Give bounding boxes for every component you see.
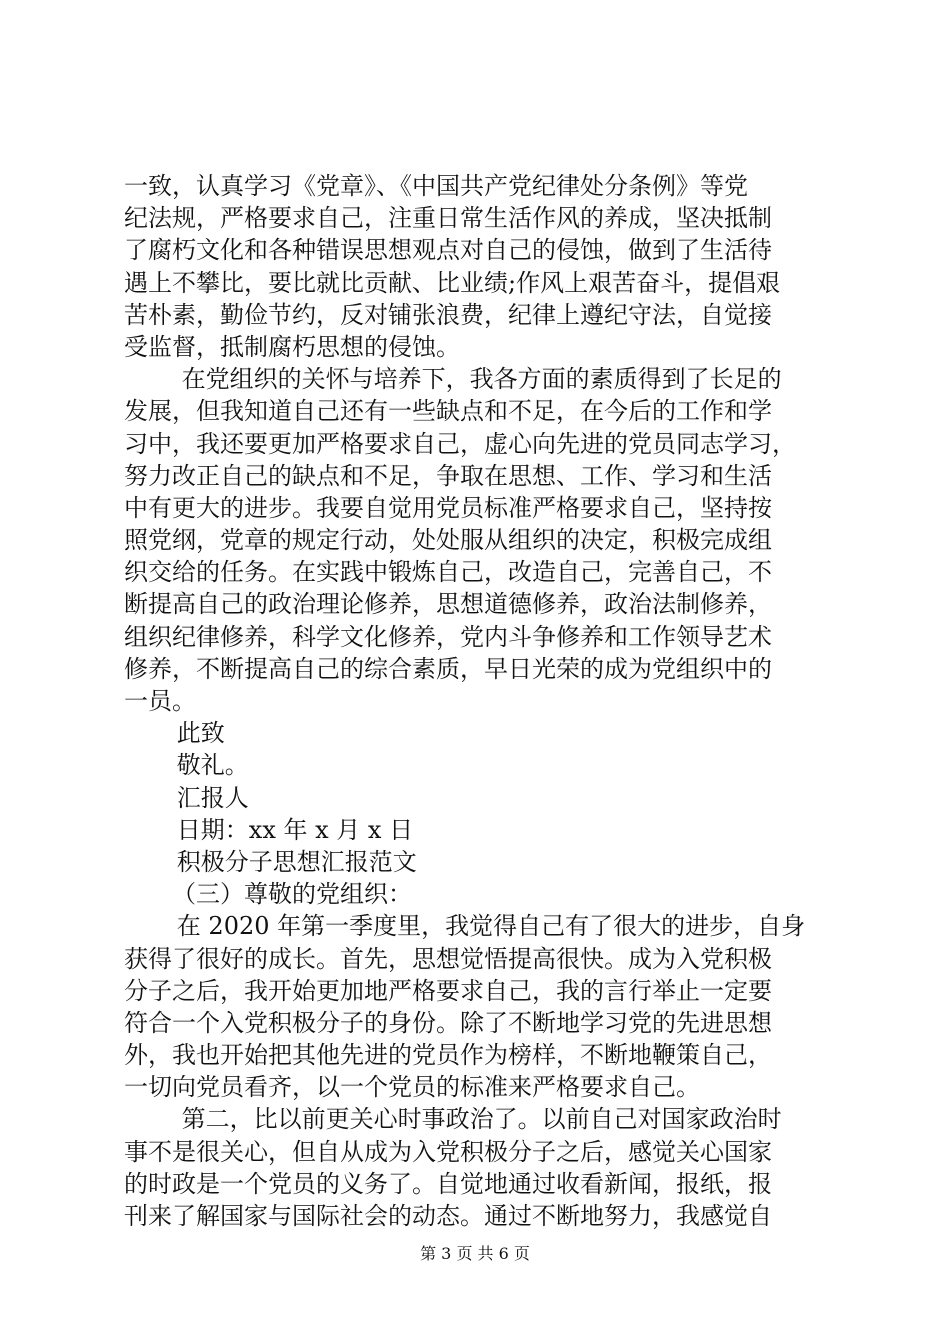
- document-body: [124, 170, 844, 1232]
- text-line: 苦朴素，勤俭节约，反对铺张浪费，纪律上遵纪守法，自觉接: [124, 300, 772, 329]
- text-line: 断提高自己的政治理论修养，思想道德修养，政治法制修养，: [124, 590, 772, 619]
- text-line: 外，我也开始把其他先进的党员作为榜样，不断地鞭策自己，: [124, 1041, 772, 1070]
- text-line: 了腐朽文化和各种错误思想观点对自己的侵蚀，做到了生活待: [124, 236, 772, 265]
- text-line: 照党纲，党章的规定行动，处处服从组织的决定，积极完成组: [124, 526, 772, 555]
- text-line: 此致: [176, 719, 225, 748]
- text-line: 努力改正自己的缺点和不足，争取在思想、工作、学习和生活: [124, 461, 772, 490]
- text-line: 一切向党员看齐，以一个党员的标准来严格要求自己。: [124, 1073, 700, 1102]
- text-line: 受监督，抵制腐朽思想的侵蚀。: [124, 332, 460, 361]
- text-line: 组织纪律修养，科学文化修养，党内斗争修养和工作领导艺术: [124, 622, 772, 651]
- text-line: 织交给的任务。在实践中锻炼自己，改造自己，完善自己，不: [124, 558, 772, 587]
- text-line: 分子之后，我开始更加地严格要求自己，我的言行举止一定要: [124, 976, 772, 1005]
- text-line: （三）尊敬的党组织：: [172, 880, 412, 909]
- text-line: 在 2020 年第一季度里，我觉得自己有了很大的进步，自身: [176, 912, 806, 941]
- text-line: 日期：xx 年 x 月 x 日: [176, 815, 414, 844]
- text-line: 汇报人: [176, 783, 249, 812]
- text-line: 习中，我还要更加严格要求自己，虚心向先进的党员同志学习，: [124, 429, 796, 458]
- text-line: 第二，比以前更关心时事政治了。以前自己对国家政治时: [181, 1105, 782, 1134]
- text-line: 纪法规，严格要求自己，注重日常生活作风的养成，坚决抵制: [124, 204, 772, 233]
- text-line: 修养，不断提高自己的综合素质，早日光荣的成为党组织中的: [124, 654, 772, 683]
- text-line: 符合一个入党积极分子的身份。除了不断地学习党的先进思想: [124, 1008, 772, 1037]
- text-line: 一员。: [124, 687, 196, 715]
- text-line: 中有更大的进步。我要自觉用党员标准严格要求自己，坚持按: [124, 493, 772, 522]
- text-line: 发展，但我知道自己还有一些缺点和不足，在今后的工作和学: [124, 397, 772, 426]
- text-line: 获得了很好的成长。首先，思想觉悟提高很快。成为入党积极: [124, 944, 772, 973]
- text-line: 敬礼。: [176, 751, 249, 780]
- text-line: 一致，认真学习《党章》、《中国共产党纪律处分条例》等党: [124, 172, 748, 200]
- page-footer: 第 3 页 共 6 页: [420, 1244, 530, 1263]
- text-line: 刊来了解国家与国际社会的动态。通过不断地努力，我感觉自: [124, 1202, 772, 1230]
- text-line: 遇上不攀比，要比就比贡献、比业绩;作风上艰苦奋斗，提倡艰: [124, 268, 781, 297]
- text-line: 的时政是一个党员的义务了。自觉地通过收看新闻，报纸，报: [124, 1169, 772, 1198]
- text-line: 事不是很关心，但自从成为入党积极分子之后，感觉关心国家: [124, 1137, 772, 1166]
- text-line: 在党组织的关怀与培养下，我各方面的素质得到了长足的: [181, 365, 782, 394]
- text-line: 积极分子思想汇报范文: [176, 847, 417, 876]
